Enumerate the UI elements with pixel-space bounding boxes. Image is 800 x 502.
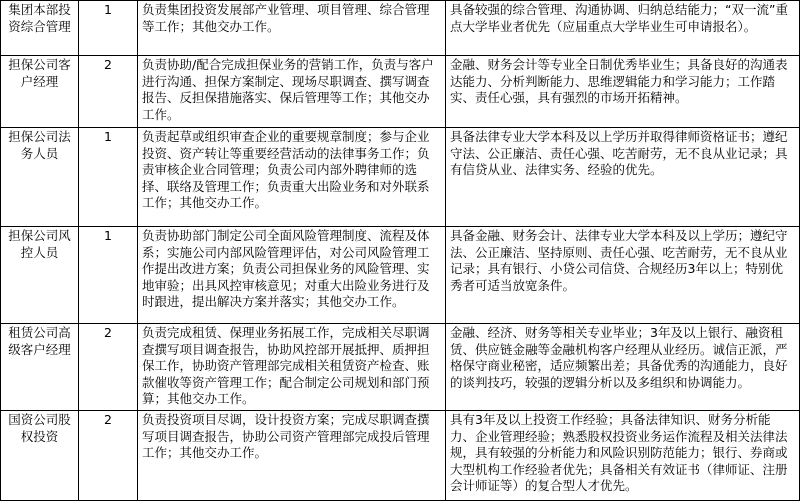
requirements-cell: 具备较强的综合管理、沟通协调、归纳总结能力；“双一流”重点大学毕业者优先（应届重点大学毕业生可申请报名）。	[446, 1, 800, 56]
table-row	[1, 56, 800, 128]
duties-cell: 负责投资项目尽调，设计投资方案；完成尽职调查撰写项目调查报告，协助公司资产管理部完成投后管理工作；其他交办工作。	[138, 411, 446, 501]
duties-cell: 负责完成租赁、保理业务拓展工作，完成相关尽职调查撰写项目调查报告，协助风控部开展抵押、质押担保工作，协助资产管理部完成相关租赁资产检查、账款催收等资产管理工作；配合制定公司规划和部门预算；其他交办工作。	[138, 324, 446, 411]
requirements-cell: 金融、经济、财务等相关专业毕业；3年及以上银行、融资租赁、供应链金融等金融机构客户经理从业经历。诚信正派，严格保守商业秘密，适应频繁出差；具备优秀的沟通能力，良好的谈判技巧，较强的逻辑分析以及多组织和协调能力。	[446, 324, 800, 411]
post-name-cell: 租赁公司高级客户经理	[1, 324, 79, 411]
table-row	[1, 411, 800, 501]
table-row	[1, 128, 800, 227]
duties-cell: 负责协助/配合完成担保业务的营销工作，负责与客户进行沟通、担保方案制定、现场尽职调查、撰写调查报告、反担保措施落实、保后管理等工作；其他交办工作。	[138, 56, 446, 128]
post-name-cell: 担保公司法务人员	[1, 128, 79, 227]
requirements-cell: 具有3年及以上投资工作经验；具备法律知识、财务分析能力、企业管理经验；熟悉股权投资业务运作流程及相关法律法规，具有较强的分析能力和风险识别防范能力；银行、券商或大型机构工作经验者优先；具备相关有效证书（律师证、注册会计师证等）的复合型人才优先。	[446, 411, 800, 501]
headcount-cell: 1	[79, 1, 138, 56]
post-name-cell: 集团本部投资综合管理	[1, 1, 79, 56]
headcount-cell: 2	[79, 411, 138, 501]
duties-cell: 负责起草或组织审查企业的重要规章制度；参与企业投资、资产转让等重要经营活动的法律事务工作；负责审核企业合同管理；负责公司内部外聘律师的选择、联络及管理工作；负责重大出险业务和对外联系工作；其他交办工作。	[138, 128, 446, 227]
requirements-cell: 具备金融、财务会计、法律专业大学本科及以上学历；遵纪守法、公正廉洁、坚持原则、责任心强、吃苦耐劳，无不良从业记录；具有银行、小贷公司信贷、合规经历3年以上；特别优秀者可适当放宽条件。	[446, 227, 800, 324]
headcount-cell: 2	[79, 56, 138, 128]
post-name-cell: 担保公司客户经理	[1, 56, 79, 128]
table-row	[1, 227, 800, 324]
post-name-cell: 国资公司股权投资	[1, 411, 79, 501]
requirements-cell: 金融、财务会计等专业全日制优秀毕业生；具备良好的沟通表达能力、分析判断能力、思维逻辑能力和学习能力；工作踏实、责任心强，具有强烈的市场开拓精神。	[446, 56, 800, 128]
headcount-cell: 1	[79, 227, 138, 324]
headcount-cell: 2	[79, 324, 138, 411]
post-name-cell: 担保公司风控人员	[1, 227, 79, 324]
table-row	[1, 324, 800, 411]
table-row	[1, 1, 800, 56]
headcount-cell: 1	[79, 128, 138, 227]
duties-cell: 负责集团投资发展部产业管理、项目管理、综合管理等工作；其他交办工作。	[138, 1, 446, 56]
duties-cell: 负责协助部门制定公司全面风险管理制度、流程及体系；实施公司内部风险管理评估，对公司风险管理工作提出改进方案；负责公司担保业务的风险管理、实地审验；出具风控审核意见；对重大出险业务进行及时跟进，提出解决方案并落实；其他交办工作。	[138, 227, 446, 324]
requirements-cell: 具备法律专业大学本科及以上学历并取得律师资格证书；遵纪守法、公正廉洁、责任心强、吃苦耐劳，无不良从业记录；具有信贷从业、法律实务、经验的优先。	[446, 128, 800, 227]
